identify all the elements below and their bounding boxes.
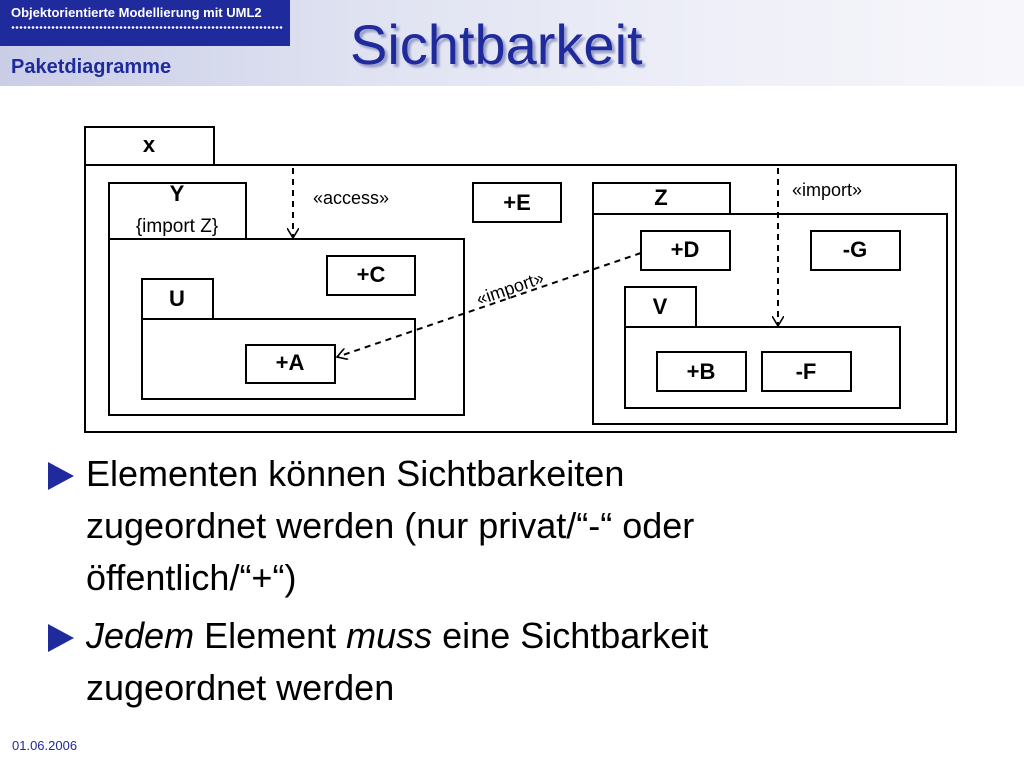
package-x-label: x <box>142 132 156 157</box>
bullet-1-line-3: öffentlich/“+“) <box>86 557 297 598</box>
emphasis-muss: muss <box>346 615 433 656</box>
bullet-item-required <box>48 610 1008 714</box>
emphasis-jedem: Jedem <box>86 615 195 656</box>
bullet-list <box>48 448 1008 720</box>
package-u-label: U <box>169 286 185 311</box>
package-y-label: Y <box>169 181 185 206</box>
element-g-label: -G <box>842 237 868 262</box>
element-d-label: +D <box>670 237 700 262</box>
course-title: Objektorientierte Modellierung mit UML2 <box>11 5 262 20</box>
bullet-item-visibility <box>48 448 1008 604</box>
bullet-2-line-2: zugeordnet werden <box>86 667 395 708</box>
bullet-1-line-1: Elementen können Sichtbarkeiten <box>86 453 625 494</box>
package-z-label: Z <box>654 185 668 210</box>
import-top-label: «import» <box>791 180 863 200</box>
element-b-label: +B <box>686 359 716 384</box>
package-y-note: {import Z} <box>135 216 219 237</box>
package-y-body <box>109 239 464 415</box>
section-title: Paketdiagramme <box>11 56 172 78</box>
bullet-2-mid: Element <box>194 615 347 656</box>
bullet-1-line-2: zugeordnet werden (nur privat/“-“ oder <box>86 505 695 546</box>
package-z-body <box>593 214 947 424</box>
package-v-label: V <box>652 294 668 319</box>
element-e-label: +E <box>503 190 531 215</box>
footer-date: 01.06.2006 <box>12 738 78 753</box>
triangle-bullet-icon <box>48 624 74 652</box>
bullet-2-rest: eine Sichtbarkeit <box>432 615 709 656</box>
bullet-2-line-1 <box>86 610 1008 662</box>
access-label: «access» <box>312 188 390 208</box>
element-c-label: +C <box>356 262 386 287</box>
element-a-label: +A <box>275 350 305 375</box>
import-diagonal-label: «import» <box>473 267 547 310</box>
triangle-bullet-icon <box>48 462 74 490</box>
element-f-label: -F <box>795 359 817 384</box>
slide-title: Sichtbarkeit <box>350 13 643 76</box>
